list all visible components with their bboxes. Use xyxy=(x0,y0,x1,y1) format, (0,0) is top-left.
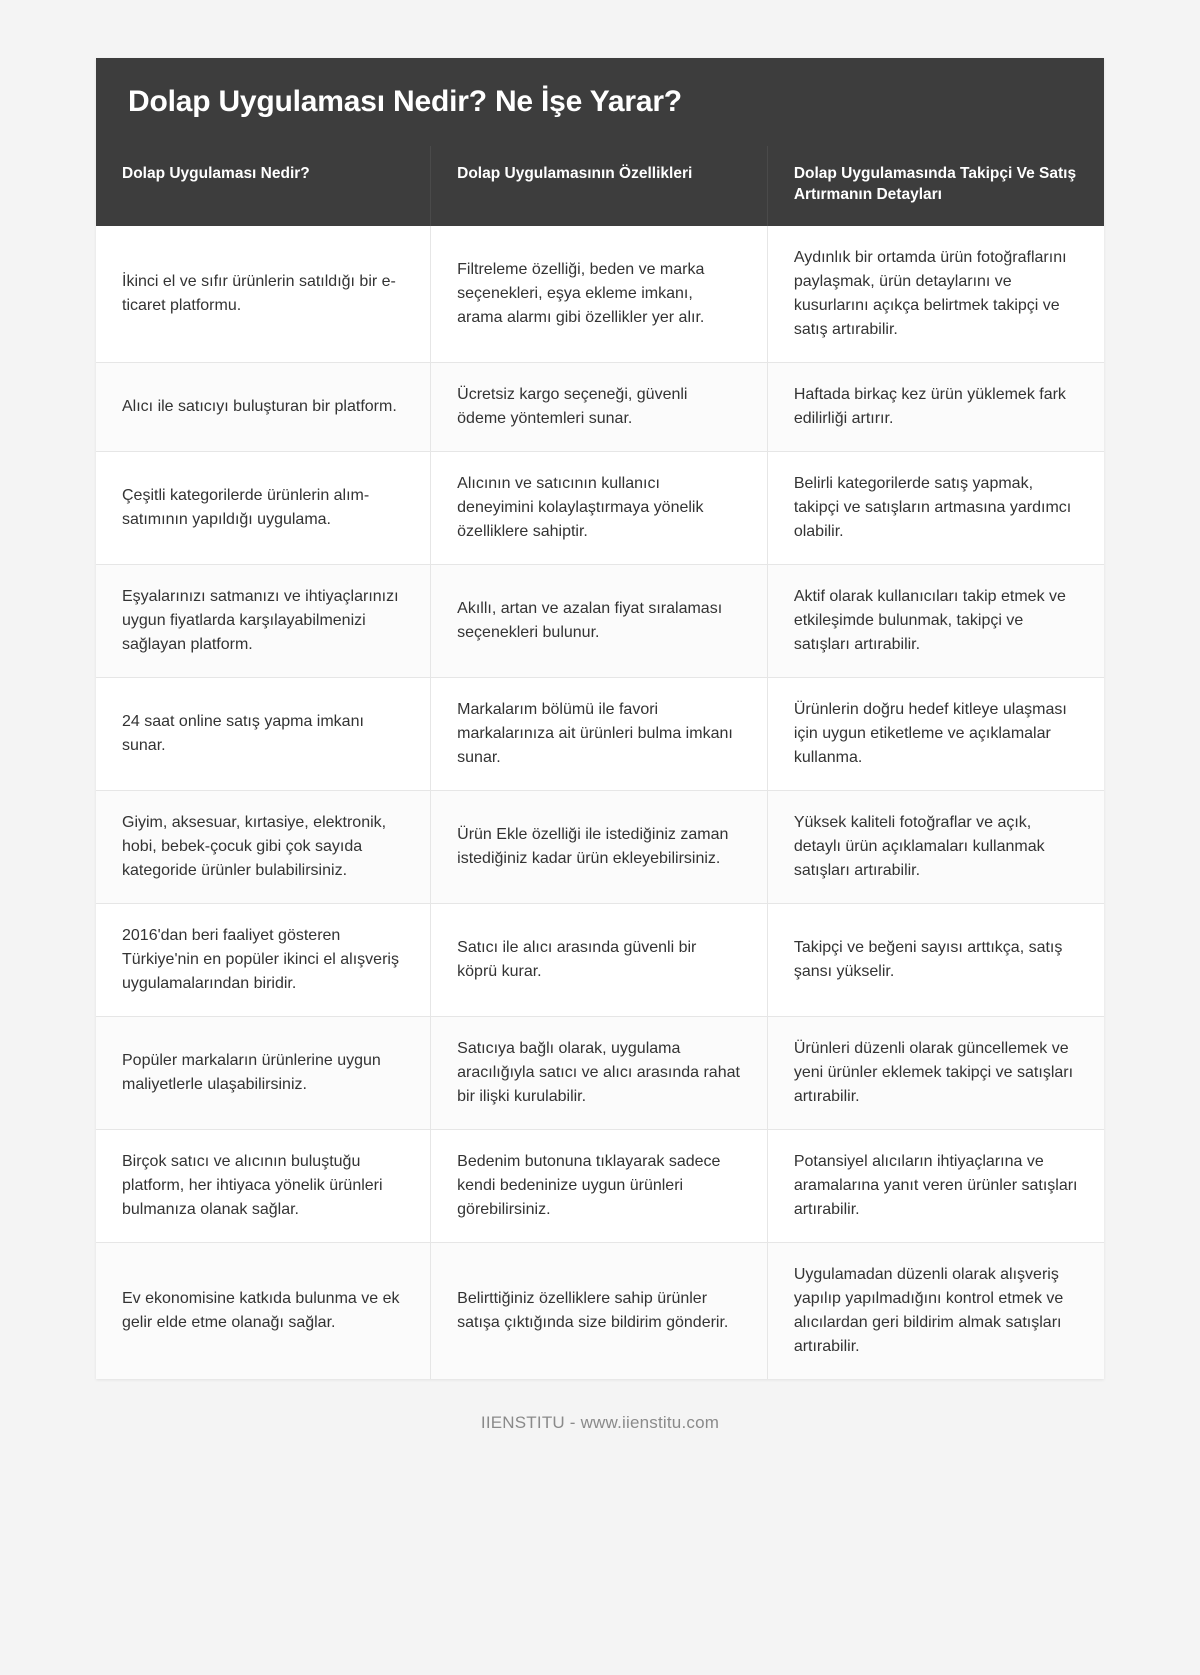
column-header-growth: Dolap Uygulamasında Takipçi Ve Satış Artırmanın Detayları xyxy=(767,146,1104,226)
cell-features: Markalarım bölümü ile favori markalarınıza ait ürünleri bulma imkanı sunar. xyxy=(431,677,768,790)
table-head xyxy=(96,146,1104,226)
page-title: Dolap Uygulaması Nedir? Ne İşe Yarar? xyxy=(128,85,682,118)
cell-definition: Giyim, aksesuar, kırtasiye, elektronik, hobi, bebek-çocuk gibi çok sayıda kategoride ürünler bulabilirsiniz. xyxy=(96,790,431,903)
table-row xyxy=(96,564,1104,677)
comparison-table xyxy=(96,146,1104,1379)
table-row xyxy=(96,362,1104,451)
table-row xyxy=(96,1129,1104,1242)
table-row xyxy=(96,677,1104,790)
cell-features: Alıcının ve satıcının kullanıcı deneyimini kolaylaştırmaya yönelik özelliklere sahiptir. xyxy=(431,451,768,564)
cell-definition: 24 saat online satış yapma imkanı sunar. xyxy=(96,677,431,790)
cell-definition: Eşyalarınızı satmanızı ve ihtiyaçlarınızı uygun fiyatlarda karşılayabilmenizi sağlayan platform. xyxy=(96,564,431,677)
cell-features: Filtreleme özelliği, beden ve marka seçenekleri, eşya ekleme imkanı, arama alarmı gibi özellikler yer alır. xyxy=(431,226,768,363)
cell-features: Ücretsiz kargo seçeneği, güvenli ödeme yöntemleri sunar. xyxy=(431,362,768,451)
cell-features: Satıcı ile alıcı arasında güvenli bir köprü kurar. xyxy=(431,903,768,1016)
table-body xyxy=(96,226,1104,1379)
cell-growth: Yüksek kaliteli fotoğraflar ve açık, detaylı ürün açıklamaları kullanmak satışları artırabilir. xyxy=(767,790,1104,903)
table-row xyxy=(96,451,1104,564)
table-header-row xyxy=(96,146,1104,226)
infographic-table-card xyxy=(96,58,1104,1379)
column-header-definition: Dolap Uygulaması Nedir? xyxy=(96,146,431,226)
cell-growth: Aydınlık bir ortamda ürün fotoğraflarını paylaşmak, ürün detaylarını ve kusurlarını açıkça belirtmek takipçi ve satış artırabilir. xyxy=(767,226,1104,363)
table-row xyxy=(96,226,1104,363)
table-row xyxy=(96,903,1104,1016)
footer-attribution: IIENSTITU - www.iienstitu.com xyxy=(480,1412,720,1432)
cell-growth: Haftada birkaç kez ürün yüklemek fark edilirliği artırır. xyxy=(767,362,1104,451)
table-row xyxy=(96,1242,1104,1379)
cell-definition: Popüler markaların ürünlerine uygun maliyetlerle ulaşabilirsiniz. xyxy=(96,1016,431,1129)
table-row xyxy=(96,1016,1104,1129)
cell-features: Satıcıya bağlı olarak, uygulama aracılığıyla satıcı ve alıcı arasında rahat bir ilişki kurulabilir. xyxy=(431,1016,768,1129)
cell-definition: Birçok satıcı ve alıcının buluştuğu platform, her ihtiyaca yönelik ürünleri bulmanıza olanak sağlar. xyxy=(96,1129,431,1242)
table-row xyxy=(96,790,1104,903)
cell-definition: Alıcı ile satıcıyı buluşturan bir platform. xyxy=(96,362,431,451)
title-bar xyxy=(96,58,1104,146)
cell-features: Akıllı, artan ve azalan fiyat sıralaması seçenekleri bulunur. xyxy=(431,564,768,677)
cell-definition: Çeşitli kategorilerde ürünlerin alım-satımının yapıldığı uygulama. xyxy=(96,451,431,564)
cell-growth: Takipçi ve beğeni sayısı arttıkça, satış şansı yükselir. xyxy=(767,903,1104,1016)
cell-definition: Ev ekonomisine katkıda bulunma ve ek gelir elde etme olanağı sağlar. xyxy=(96,1242,431,1379)
cell-definition: 2016'dan beri faaliyet gösteren Türkiye'nin en popüler ikinci el alışveriş uygulamalarından biridir. xyxy=(96,903,431,1016)
cell-growth: Belirli kategorilerde satış yapmak, takipçi ve satışların artmasına yardımcı olabilir. xyxy=(767,451,1104,564)
cell-growth: Ürünleri düzenli olarak güncellemek ve yeni ürünler eklemek takipçi ve satışları artırabilir. xyxy=(767,1016,1104,1129)
cell-features: Ürün Ekle özelliği ile istediğiniz zaman istediğiniz kadar ürün ekleyebilirsiniz. xyxy=(431,790,768,903)
cell-growth: Ürünlerin doğru hedef kitleye ulaşması için uygun etiketleme ve açıklamalar kullanma. xyxy=(767,677,1104,790)
cell-growth: Potansiyel alıcıların ihtiyaçlarına ve aramalarına yanıt veren ürünler satışları artırabilir. xyxy=(767,1129,1104,1242)
cell-definition: İkinci el ve sıfır ürünlerin satıldığı bir e-ticaret platformu. xyxy=(96,226,431,363)
cell-growth: Aktif olarak kullanıcıları takip etmek ve etkileşimde bulunmak, takipçi ve satışları artırabilir. xyxy=(767,564,1104,677)
column-header-features: Dolap Uygulamasının Özellikleri xyxy=(431,146,768,226)
cell-features: Bedenim butonuna tıklayarak sadece kendi bedeninize uygun ürünleri görebilirsiniz. xyxy=(431,1129,768,1242)
cell-growth: Uygulamadan düzenli olarak alışveriş yapılıp yapılmadığını kontrol etmek ve alıcılardan geri bildirim almak satışları artırabilir. xyxy=(767,1242,1104,1379)
cell-features: Belirttiğiniz özelliklere sahip ürünler satışa çıktığında size bildirim gönderir. xyxy=(431,1242,768,1379)
